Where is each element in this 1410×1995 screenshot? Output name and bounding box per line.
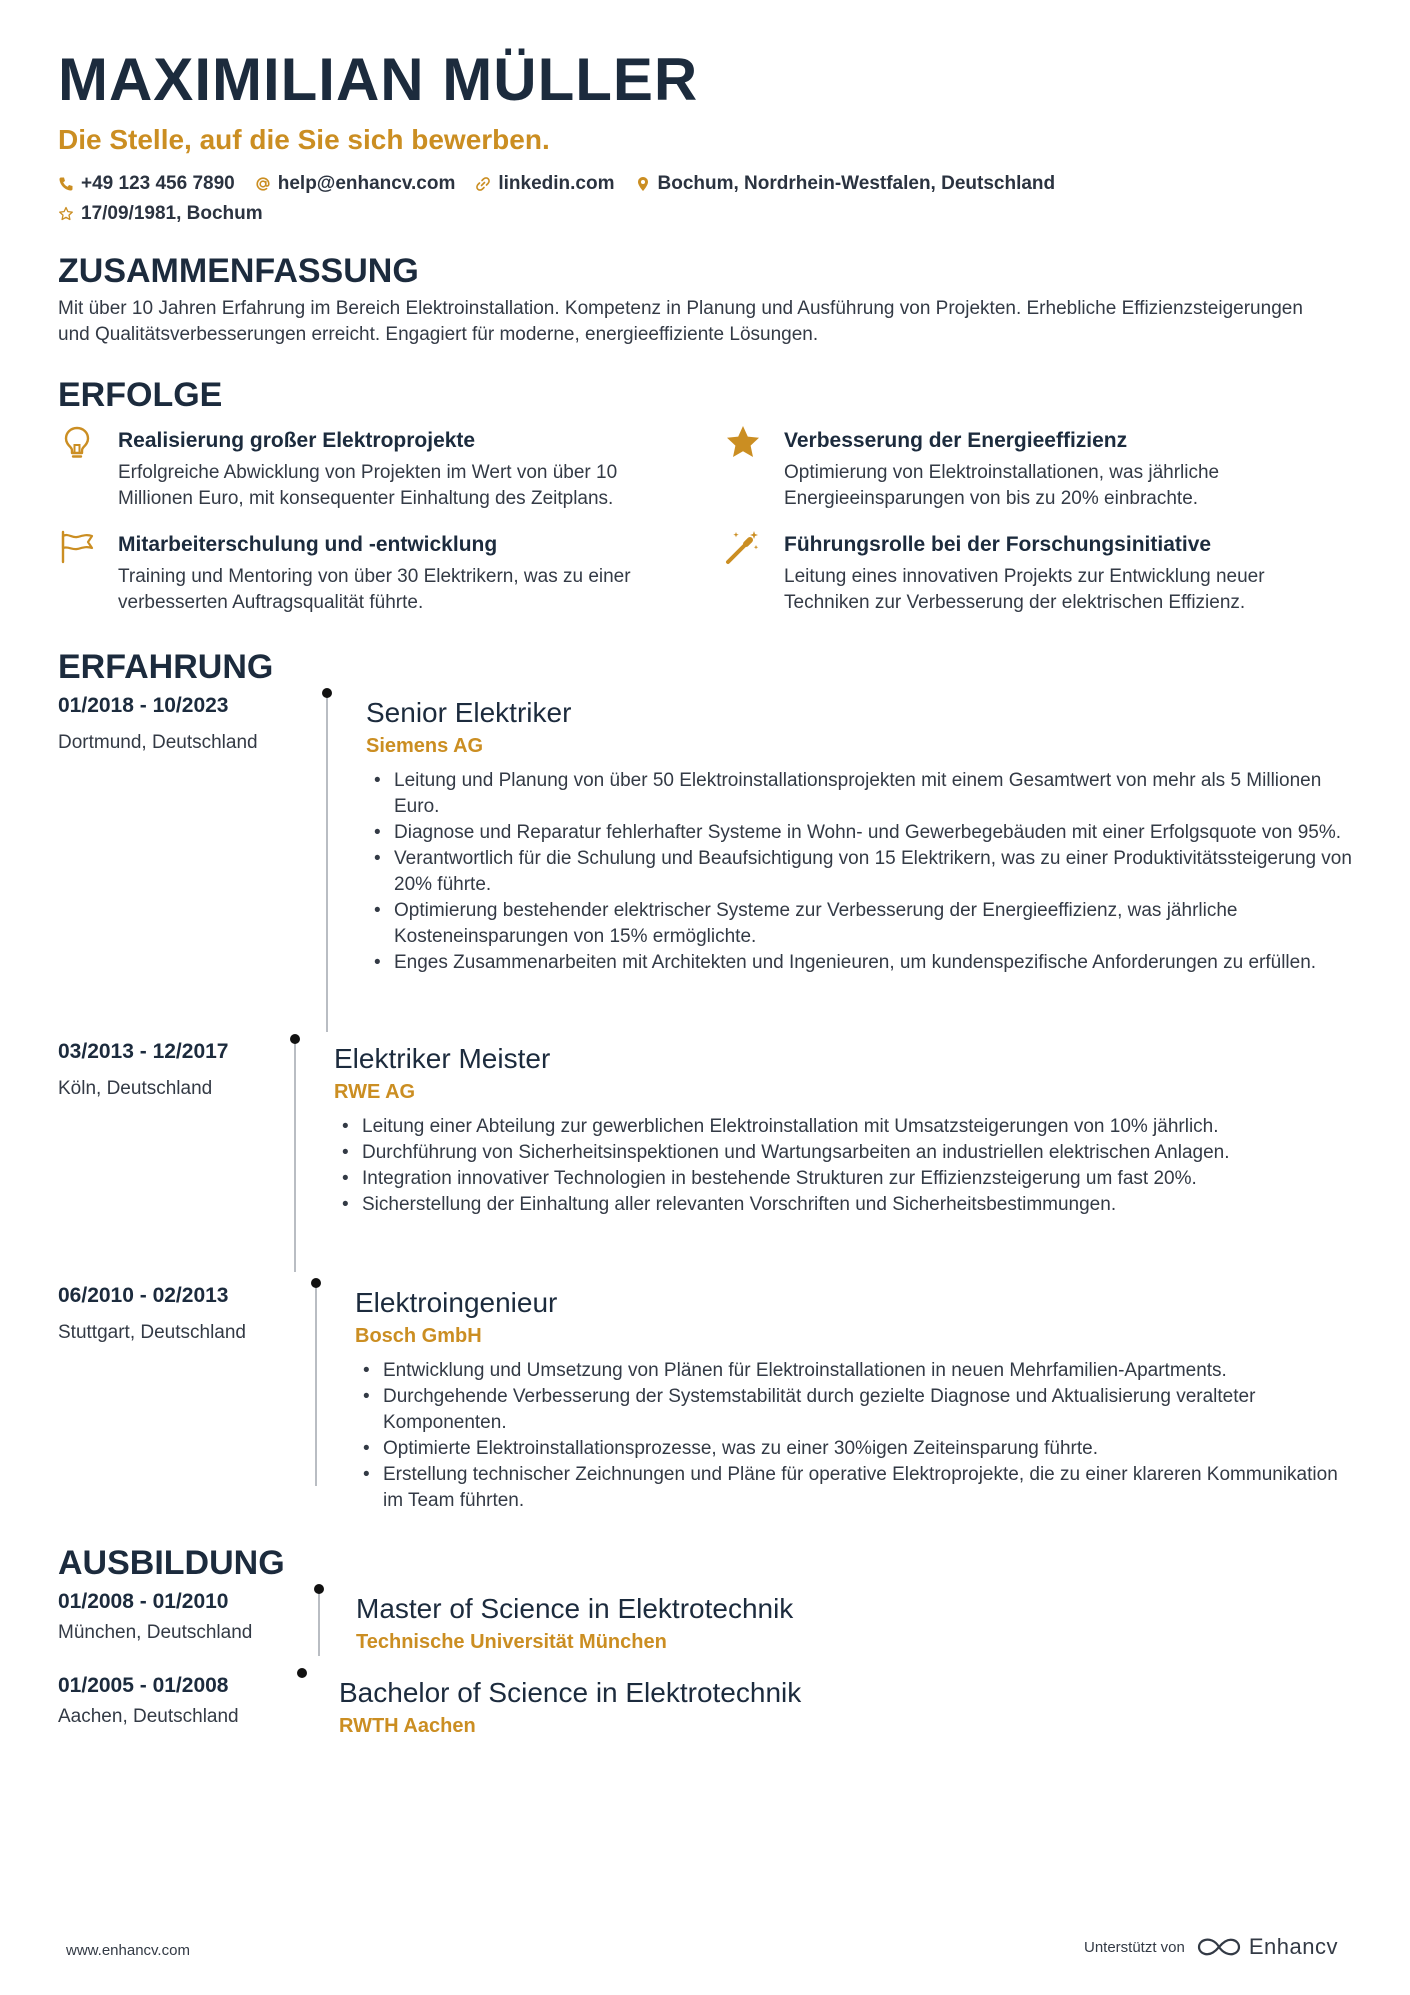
- star-outline-icon: [58, 206, 74, 222]
- birth-text: 17/09/1981, Bochum: [81, 203, 263, 224]
- company-name: RWE AG: [334, 1081, 416, 1103]
- contact-list: [58, 172, 1238, 226]
- education-date: 01/2005 - 01/2008: [58, 1674, 229, 1697]
- list-item: • Leitung und Planung von über 50 Elektroinstallationsprojekten mit einem Gesamtwert von mehr als 5 Millionen Euro.: [366, 768, 1352, 820]
- location-text: Bochum, Nordrhein-Westfalen, Deutschland: [657, 173, 1056, 194]
- experience-heading: ERFAHRUNG: [58, 648, 274, 686]
- timeline-dot: [322, 688, 332, 698]
- education-entry: [58, 1672, 1352, 1756]
- responsibility-list: [366, 768, 1352, 976]
- target-role: Die Stelle, auf die Sie sich bewerben.: [58, 124, 550, 155]
- timeline-dot: [311, 1278, 321, 1288]
- achievement-item: [724, 424, 1344, 512]
- responsibility-list: [355, 1358, 1352, 1514]
- list-item: • Leitung einer Abteilung zur gewerblichen Elektroinstallation mit Umsatzsteigerungen von 10% jährlich.: [334, 1114, 1352, 1140]
- achievement-desc: Leitung eines innovativen Projekts zur Entwicklung neuer Techniken zur Verbesserung der elektrischen Effizienz.: [784, 566, 1265, 613]
- contact-linkedin[interactable]: [475, 172, 614, 196]
- education-heading: AUSBILDUNG: [58, 1544, 285, 1582]
- list-item: • Integration innovativer Technologien in bestehende Strukturen zur Effizienzsteigerung um fast 20%.: [334, 1166, 1352, 1192]
- phone-icon: [58, 176, 74, 192]
- list-item: • Optimierung bestehender elektrischer Systeme zur Verbesserung der Energieeffizienz, was jährliche Kosteneinsparungen von 15% ermöglichte.: [366, 898, 1352, 950]
- achievement-item: [58, 528, 724, 616]
- list-item: • Erstellung technischer Zeichnungen und Pläne für operative Elektroprojekte, die zu einer klareren Kommunikation im Team führten.: [355, 1462, 1352, 1514]
- achievement-desc: Erfolgreiche Abwicklung von Projekten im Wert von über 10 Millionen Euro, mit konsequenter Einhaltung des Zeitplans.: [118, 462, 618, 509]
- education-location: Aachen, Deutschland: [58, 1706, 239, 1727]
- school-name: Technische Universität München: [356, 1631, 667, 1653]
- experience-date: 01/2018 - 10/2023: [58, 694, 229, 717]
- brand-name: Enhancv: [1248, 1934, 1338, 1959]
- achievements-heading: ERFOLGE: [58, 376, 223, 414]
- phone-text: +49 123 456 7890: [81, 173, 235, 194]
- achievement-desc: Training und Mentoring von über 30 Elektrikern, was zu einer verbesserten Auftragsqualität führte.: [118, 566, 631, 613]
- experience-entry: [58, 1038, 1352, 1282]
- lightbulb-icon: [58, 424, 96, 462]
- degree-title: Master of Science in Elektrotechnik: [356, 1593, 794, 1624]
- education-date: 01/2008 - 01/2010: [58, 1590, 229, 1613]
- achievement-title: Führungsrolle bei der Forschungsinitiative: [784, 533, 1212, 556]
- job-title: Elektriker Meister: [334, 1043, 551, 1074]
- experience-date: 03/2013 - 12/2017: [58, 1040, 229, 1063]
- at-sign-icon: [255, 176, 271, 192]
- experience-entry: [58, 692, 1352, 1038]
- contact-birth: [58, 202, 263, 226]
- achievement-item: [58, 424, 724, 512]
- job-title: Senior Elektriker: [366, 697, 572, 728]
- education-location: München, Deutschland: [58, 1622, 253, 1643]
- list-item: • Durchführung von Sicherheitsinspektionen und Wartungsarbeiten an industriellen elektrischen Anlagen.: [334, 1140, 1352, 1166]
- responsibility-list: [334, 1114, 1352, 1218]
- candidate-name: MAXIMILIAN MÜLLER: [58, 46, 699, 113]
- email-text: help@enhancv.com: [277, 173, 456, 194]
- experience-date: 06/2010 - 02/2013: [58, 1284, 229, 1307]
- experience-location: Köln, Deutschland: [58, 1078, 213, 1099]
- contact-email[interactable]: [255, 172, 456, 196]
- timeline-dot: [297, 1668, 307, 1678]
- footer-branding[interactable]: [1084, 1934, 1338, 1960]
- link-icon: [475, 176, 491, 192]
- company-name: Siemens AG: [366, 735, 484, 757]
- school-name: RWTH Aachen: [339, 1715, 476, 1737]
- timeline-dot: [290, 1034, 300, 1044]
- magic-wand-icon: [724, 528, 762, 566]
- timeline-line: [294, 1038, 296, 1272]
- list-item: • Verantwortlich für die Schulung und Beaufsichtigung von 15 Elektrikern, was zu einer Produktivitätssteigerung von 20% führte.: [366, 846, 1352, 898]
- list-item: • Durchgehende Verbesserung der Systemstabilität durch gezielte Diagnose und Aktualisierung veralteter Komponenten.: [355, 1384, 1352, 1436]
- degree-title: Bachelor of Science in Elektrotechnik: [339, 1677, 802, 1708]
- list-item: • Sicherstellung der Einhaltung aller relevanten Vorschriften und Sicherheitsbestimmungen.: [334, 1192, 1352, 1218]
- job-title: Elektroingenieur: [355, 1287, 558, 1318]
- timeline-line: [318, 1588, 320, 1656]
- contact-phone[interactable]: [58, 172, 235, 196]
- company-name: Bosch GmbH: [355, 1325, 482, 1347]
- education-entry: [58, 1588, 1352, 1672]
- achievement-desc: Optimierung von Elektroinstallationen, was jährliche Energieeinsparungen von bis zu 20% einbrachte.: [784, 462, 1220, 509]
- enhancv-logo-icon: [1197, 1936, 1241, 1958]
- footer-website[interactable]: www.enhancv.com: [66, 1942, 190, 1959]
- timeline-line: [315, 1282, 317, 1486]
- list-item: • Diagnose und Reparatur fehlerhafter Systeme in Wohn- und Gewerbegebäuden mit einer Erfolgsquote von 95%.: [366, 820, 1352, 846]
- contact-location: [635, 172, 1056, 196]
- experience-location: Dortmund, Deutschland: [58, 732, 258, 753]
- timeline-dot: [314, 1584, 324, 1594]
- list-item: • Enges Zusammenarbeiten mit Architekten und Ingenieuren, um kundenspezifische Anforderungen zu erfüllen.: [366, 950, 1352, 976]
- timeline-line: [301, 1672, 303, 1676]
- summary-text: Mit über 10 Jahren Erfahrung im Bereich Elektroinstallation. Kompetenz in Planung und Ausführung von Projekten. Erhebliche Effizienzsteigerungen und Qualitätsverbesserungen erreicht. Engagiert für moderne, energieeffiziente Lösungen.: [58, 298, 1303, 345]
- flag-icon: [58, 528, 96, 566]
- list-item: • Entwicklung und Umsetzung von Plänen für Elektroinstallationen in neuen Mehrfamilien-Apartments.: [355, 1358, 1352, 1384]
- experience-location: Stuttgart, Deutschland: [58, 1322, 246, 1343]
- achievement-item: [724, 528, 1344, 616]
- list-item: • Optimierte Elektroinstallationsprozesse, was zu einer 30%igen Zeiteinsparung führte.: [355, 1436, 1352, 1462]
- achievement-title: Mitarbeiterschulung und -entwicklung: [118, 533, 498, 556]
- linkedin-text: linkedin.com: [498, 173, 615, 194]
- powered-by-label: Unterstützt von: [1083, 1938, 1185, 1956]
- map-pin-icon: [635, 176, 651, 192]
- experience-entry: [58, 1282, 1352, 1542]
- timeline-line: [326, 692, 328, 1032]
- achievement-title: Realisierung großer Elektroprojekte: [118, 429, 476, 452]
- star-icon: [724, 424, 762, 462]
- achievements-grid: [58, 424, 1352, 616]
- summary-heading: ZUSAMMENFASSUNG: [58, 252, 419, 290]
- achievement-title: Verbesserung der Energieeffizienz: [784, 429, 1128, 452]
